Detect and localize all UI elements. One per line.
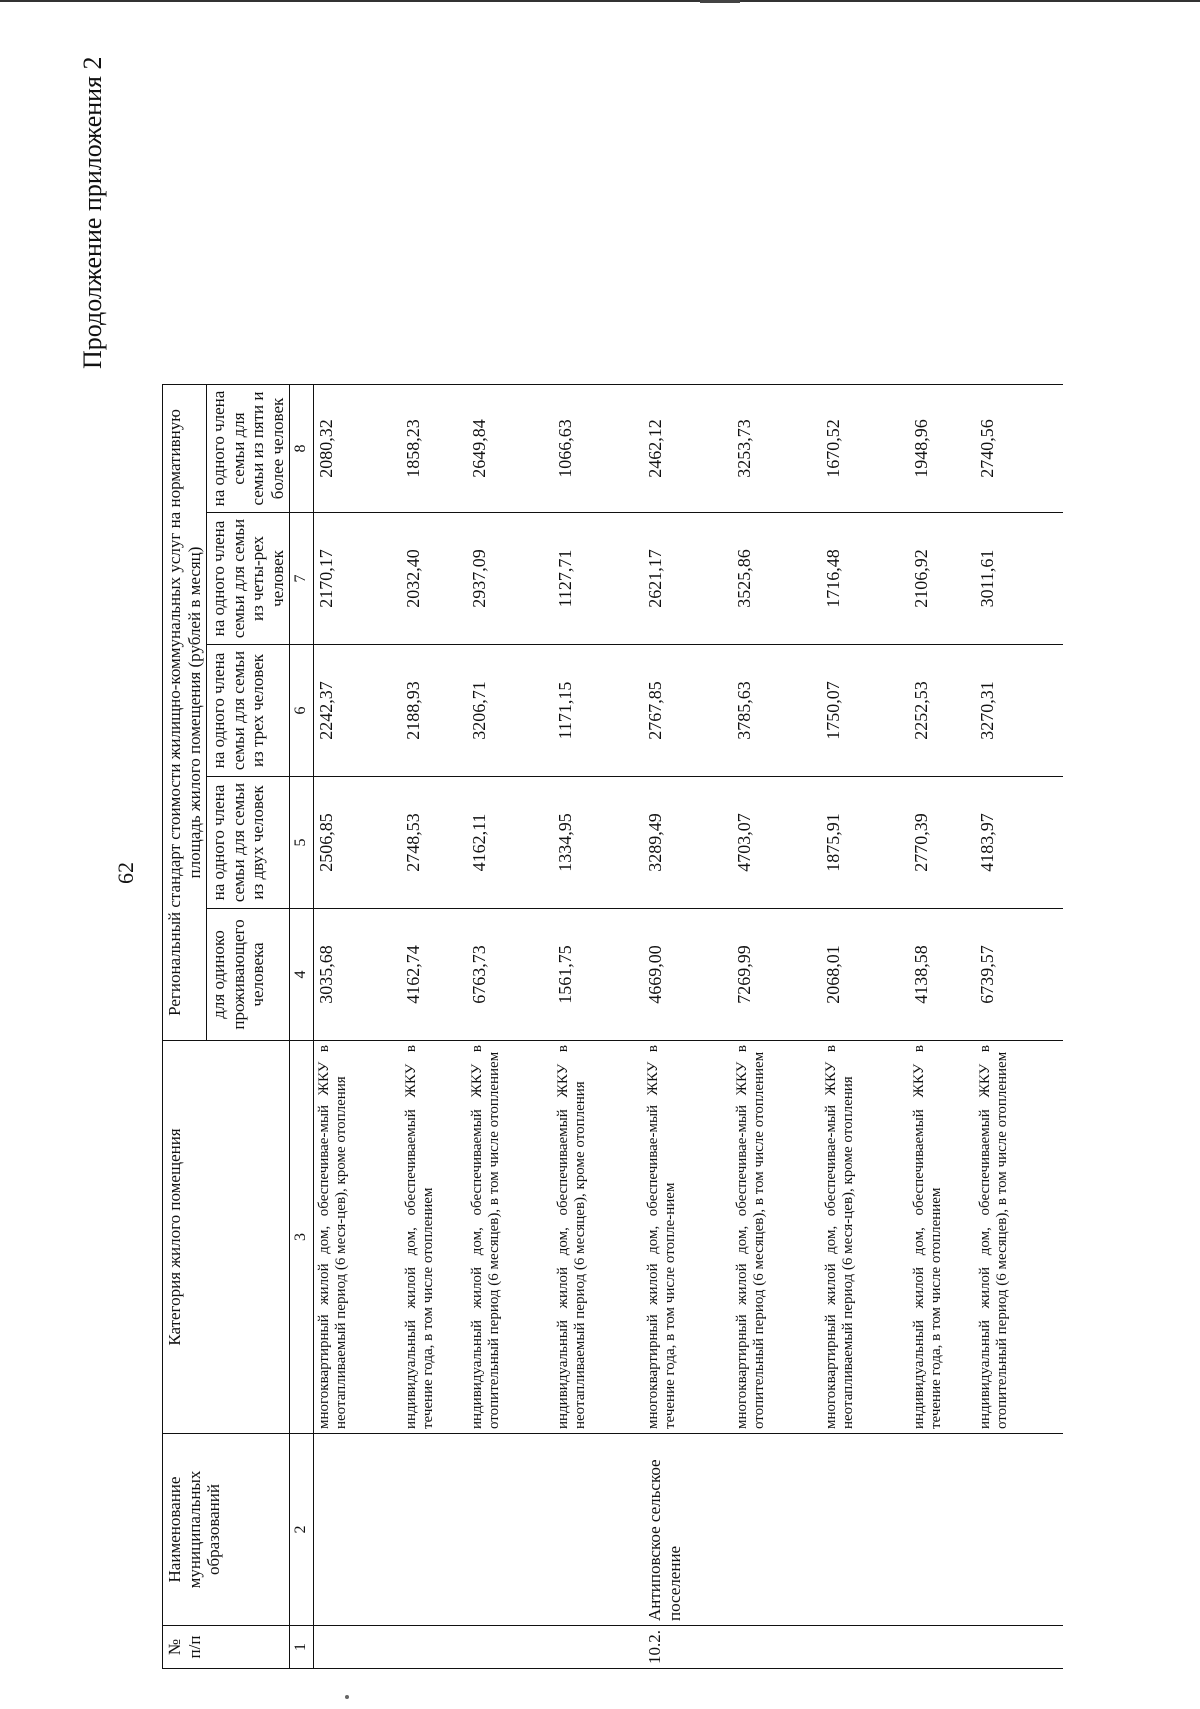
value-four: 2106,92 [909,513,975,645]
header-category: Категория жилого помещения [163,1041,290,1434]
value-four: 2170,17 [313,513,401,645]
value-three: 1750,07 [821,645,909,777]
dwelling-category: многоквартирный жилой дом, обеспечивае-мый ЖКУ в отопительный период (6 месяцев), в том числе отоплением [732,1041,821,1434]
column-number: 6 [290,645,313,777]
table-row [732,385,821,1669]
value-five-plus: 3253,73 [732,385,821,513]
municipality-name [313,1434,401,1626]
header-col8: на одного члена семьи для семьи из пяти и более человек [207,385,290,513]
column-number: 1 [290,1626,313,1669]
dwelling-category: индивидуальный жилой дом, обеспечиваемый ЖКУ в неотапливаемый период (6 месяцев), кроме отопления [553,1041,643,1434]
value-five-plus: 1066,63 [553,385,643,513]
value-three: 1171,15 [553,645,643,777]
header-no: № п/п [163,1626,290,1669]
table-row [467,385,553,1669]
row-number [909,1626,975,1669]
value-two: 4162,11 [467,777,553,909]
row-number [821,1626,909,1669]
column-number: 2 [290,1434,313,1626]
municipality-name [732,1434,821,1626]
municipality-name [467,1434,553,1626]
value-three: 3206,71 [467,645,553,777]
municipality-name [975,1434,1063,1626]
value-three: 3270,31 [975,645,1063,777]
value-two: 2770,39 [909,777,975,909]
value-five-plus: 2462,12 [643,385,732,513]
column-number: 5 [290,777,313,909]
dwelling-category: индивидуальный жилой дом, обеспечиваемый ЖКУ в течение года, в том числе отоплением [909,1041,975,1434]
header-col6: на одного члена семьи для семьи из трех человек [207,645,290,777]
row-number [553,1626,643,1669]
value-single: 2068,01 [821,909,909,1041]
row-number [313,1626,401,1669]
appendix-label: Продолжение приложения 2 [78,56,107,369]
value-five-plus: 2740,56 [975,385,1063,513]
value-three: 3785,63 [732,645,821,777]
value-single: 4669,00 [643,909,732,1041]
value-three: 2252,53 [909,645,975,777]
value-single: 4138,58 [909,909,975,1041]
dwelling-category: индивидуальный жилой дом, обеспечиваемый ЖКУ в отопительный период (6 месяцев), в том числе отоплением [975,1041,1063,1434]
value-four: 1127,71 [553,513,643,645]
municipality-name [553,1434,643,1626]
value-two: 2748,53 [401,777,467,909]
value-four: 2937,09 [467,513,553,645]
column-number: 7 [290,513,313,645]
header-municipality: Наименование муниципальных образований [163,1434,290,1626]
table-row [821,385,909,1669]
value-two: 3289,49 [643,777,732,909]
header-col5: на одного члена семьи для семьи из двух человек [207,777,290,909]
header-standard: Региональный стандарт стоимости жилищно-коммунальных услуг на нормативную площадь жилого помещения (рублей в месяц) [163,385,207,1041]
municipality-name: Антиповское сельское поселение [643,1434,732,1626]
table-row [643,385,732,1669]
table-row [401,385,467,1669]
value-five-plus: 2080,32 [313,385,401,513]
value-four: 1716,48 [821,513,909,645]
value-single: 7269,99 [732,909,821,1041]
value-four: 2032,40 [401,513,467,645]
value-four: 3525,86 [732,513,821,645]
dwelling-category: многоквартирный жилой дом, обеспечивае-мый ЖКУ в неотапливаемый период (6 меся-цев), кроме отопления [313,1041,401,1434]
column-number: 8 [290,385,313,513]
column-numbers-row [290,385,313,1669]
row-number: 10.2. [643,1626,732,1669]
column-number: 4 [290,909,313,1041]
municipality-name [401,1434,467,1626]
value-four: 2621,17 [643,513,732,645]
value-single: 6739,57 [975,909,1063,1041]
value-five-plus: 1858,23 [401,385,467,513]
table-row [553,385,643,1669]
value-two: 4703,07 [732,777,821,909]
header-col7: на одного члена семьи для семьи из четы-рех человек [207,513,290,645]
header-col4: для одиноко проживающего человека [207,909,290,1041]
column-number: 3 [290,1041,313,1434]
row-number [467,1626,553,1669]
table-row [313,385,401,1669]
row-number [401,1626,467,1669]
value-two: 4183,97 [975,777,1063,909]
value-single: 4162,74 [401,909,467,1041]
table-row [909,385,975,1669]
value-two: 1875,91 [821,777,909,909]
value-single: 3035,68 [313,909,401,1041]
value-two: 1334,95 [553,777,643,909]
dwelling-category: индивидуальный жилой дом, обеспечиваемый ЖКУ в отопительный период (6 месяцев), в том числе отоплением [467,1041,553,1434]
standards-table [162,384,1063,1669]
value-single: 6763,73 [467,909,553,1041]
header-row-top [163,385,207,1669]
value-three: 2242,37 [313,645,401,777]
value-five-plus: 2649,84 [467,385,553,513]
dwelling-category: многоквартирный жилой дом, обеспечивае-мый ЖКУ в неотапливаемый период (6 меся-цев), кроме отопления [821,1041,909,1434]
value-four: 3011,61 [975,513,1063,645]
municipality-name [909,1434,975,1626]
value-single: 1561,75 [553,909,643,1041]
row-number [732,1626,821,1669]
municipality-name [821,1434,909,1626]
dwelling-category: многоквартирный жилой дом, обеспечивае-мый ЖКУ в течение года, в том числе отопле-нием [643,1041,732,1434]
table-row [975,385,1063,1669]
value-three: 2188,93 [401,645,467,777]
dwelling-category: индивидуальный жилой дом, обеспечиваемый ЖКУ в течение года, в том числе отоплением [401,1041,467,1434]
row-number [975,1626,1063,1669]
value-five-plus: 1948,96 [909,385,975,513]
value-five-plus: 1670,52 [821,385,909,513]
page-number: 62 [113,862,138,884]
value-three: 2767,85 [643,645,732,777]
value-two: 2506,85 [313,777,401,909]
